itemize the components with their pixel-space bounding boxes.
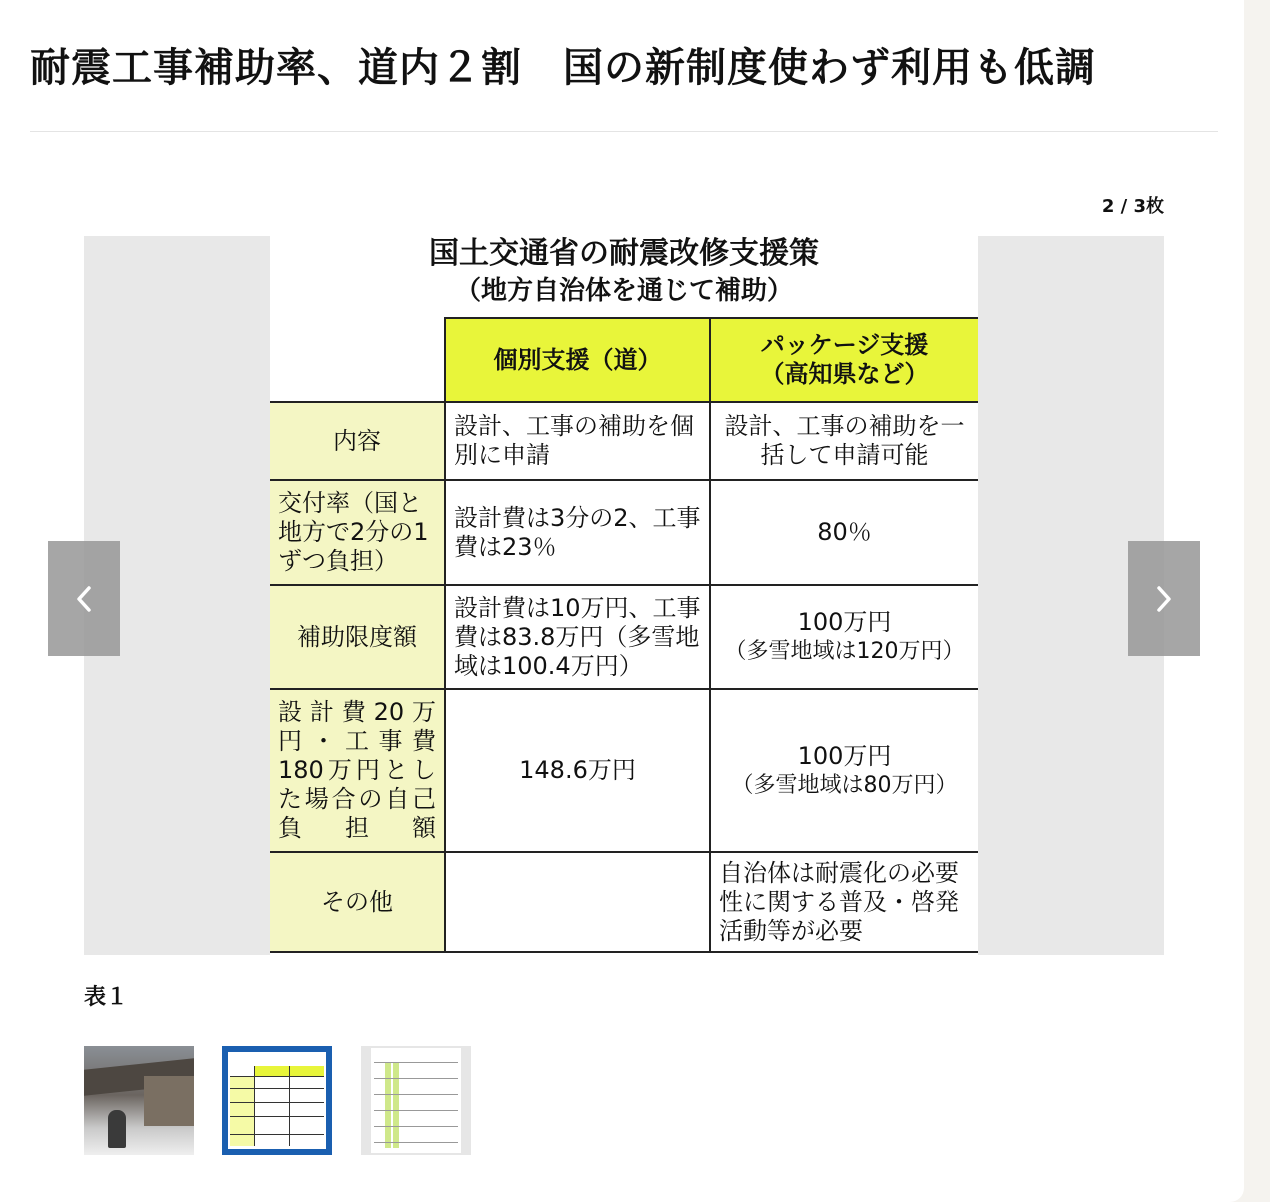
thumb-rowhead-fill bbox=[230, 1076, 254, 1146]
thumb-rule bbox=[230, 1102, 324, 1103]
thumbnail-table-2[interactable] bbox=[361, 1046, 471, 1155]
thumb-rule bbox=[374, 1094, 458, 1095]
chevron-right-icon bbox=[1154, 584, 1174, 614]
thumb-rule bbox=[374, 1126, 458, 1127]
table-subtitle: （地方自治体を通じて補助） bbox=[454, 276, 793, 306]
chevron-left-icon bbox=[74, 584, 94, 614]
thumbnail-photo[interactable] bbox=[84, 1046, 194, 1155]
cell-package-main: 100万円 bbox=[797, 741, 892, 770]
slide-image-table bbox=[270, 236, 978, 955]
image-caption: 表１ bbox=[84, 985, 129, 1010]
thumb-rule bbox=[374, 1110, 458, 1111]
thumbnail-table-selected[interactable] bbox=[222, 1046, 332, 1155]
thumb-rule bbox=[374, 1078, 458, 1079]
thumb-rule bbox=[230, 1134, 324, 1135]
table-row bbox=[270, 480, 978, 585]
table-row bbox=[270, 402, 978, 480]
thumb-rule bbox=[230, 1116, 324, 1117]
table-row bbox=[270, 689, 978, 852]
cell-individual bbox=[445, 852, 710, 952]
thumb-person-shape bbox=[108, 1110, 126, 1148]
table-corner bbox=[270, 318, 445, 402]
cell-package-main: 100万円 bbox=[797, 608, 892, 636]
col-header-package-name: パッケージ支援 bbox=[760, 331, 929, 359]
thumb-rule bbox=[289, 1066, 290, 1146]
row-label: 交付率（国と地方で2分の1ずつ負担） bbox=[270, 480, 445, 585]
slide-counter: 2 / 3枚 bbox=[1101, 196, 1164, 217]
gallery-stage bbox=[84, 236, 1164, 955]
row-label: 内容 bbox=[270, 402, 445, 480]
article-headline: 耐震工事補助率、道内２割 国の新制度使わず利用も低調 bbox=[30, 45, 1096, 91]
page-background-edge bbox=[1244, 0, 1270, 1202]
cell-individual: 設計費は3分の2、工事費は23％ bbox=[445, 480, 710, 585]
col-header-package bbox=[710, 318, 978, 402]
cell-individual: 設計、工事の補助を個別に申請 bbox=[445, 402, 710, 480]
next-slide-button[interactable] bbox=[1128, 541, 1200, 656]
thumb-green-column bbox=[385, 1062, 391, 1148]
cell-package: 80％ bbox=[710, 480, 978, 585]
thumb-list-preview bbox=[371, 1048, 461, 1153]
cell-package: 設計、工事の補助を一括して申請可能 bbox=[710, 402, 978, 480]
thumb-rule bbox=[230, 1076, 324, 1077]
thumb-green-column bbox=[393, 1062, 399, 1148]
thumb-rule bbox=[254, 1066, 255, 1146]
prev-slide-button[interactable] bbox=[48, 541, 120, 656]
cell-package-note: （多雪地域は120万円） bbox=[724, 639, 965, 664]
cell-package: 自治体は耐震化の必要性に関する普及・啓発活動等が必要 bbox=[710, 852, 978, 952]
thumb-table-preview bbox=[228, 1052, 326, 1149]
thumb-rule bbox=[374, 1062, 458, 1063]
cell-package-note: （多雪地域は80万円） bbox=[731, 772, 958, 798]
divider bbox=[30, 131, 1218, 132]
col-header-individual: 個別支援（道） bbox=[445, 318, 710, 402]
table-title: 国土交通省の耐震改修支援策 bbox=[429, 236, 819, 271]
thumb-wall-shape bbox=[144, 1076, 194, 1126]
cell-package bbox=[710, 689, 978, 852]
support-table bbox=[270, 317, 978, 953]
row-label: 設計費20万円・工事費180万円とした場合の自己負担額 bbox=[270, 689, 445, 852]
cell-individual: 148.6万円 bbox=[445, 689, 710, 852]
row-label: 補助限度額 bbox=[270, 585, 445, 689]
table-header-row bbox=[270, 318, 978, 402]
thumb-rule bbox=[374, 1142, 458, 1143]
cell-package bbox=[710, 585, 978, 689]
table-row bbox=[270, 852, 978, 952]
thumb-rule bbox=[230, 1088, 324, 1089]
table-row bbox=[270, 585, 978, 689]
row-label: その他 bbox=[270, 852, 445, 952]
cell-individual: 設計費は10万円、工事費は83.8万円（多雪地域は100.4万円） bbox=[445, 585, 710, 689]
col-header-package-note: （高知県など） bbox=[760, 360, 929, 388]
